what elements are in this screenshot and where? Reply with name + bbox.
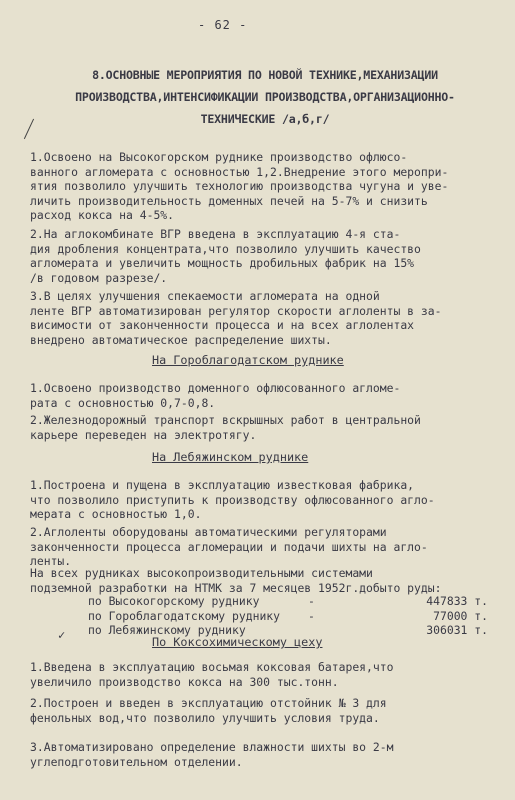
paragraph-10 <box>30 696 505 725</box>
text-line: 1.Освоено на Высокогорском руднике производство офлюсо- <box>30 150 408 164</box>
text-line: ленте ВГР автоматизирован регулятор скорости аглоленты в за- <box>30 303 442 318</box>
text-line: 2.Аглоленты оборудованы автоматическими регуляторами <box>30 525 387 539</box>
paragraph-3 <box>30 289 505 347</box>
margin-pencil-mark <box>24 119 43 144</box>
text-line: мерата с основностью 1,0. <box>30 507 202 521</box>
paragraph-8 <box>30 566 505 595</box>
dash: - <box>308 608 315 623</box>
text-line: 2.На аглокомбинате ВГР введена в эксплуатацию 4-я ста- <box>30 227 401 241</box>
paragraph-2 <box>30 227 505 285</box>
mine-name: по Высокогорскому руднику <box>88 594 260 608</box>
heading-line: ПРОИЗВОДСТВА,ИНТЕНСИФИКАЦИИ ПРОИЗВОДСТВА,ОРГАНИЗАЦИОННО- <box>75 90 455 104</box>
section-heading <box>30 64 500 130</box>
ore-value: 306031 т. <box>426 623 488 637</box>
text-line: 1.Введена в эксплуатацию восьмая коксовая батарея,что <box>30 660 394 674</box>
paragraph-5 <box>30 413 505 442</box>
text-line: увеличило производство кокса на 300 тыс.тонн. <box>30 674 339 689</box>
heading-line: ТЕХНИЧЕСКИЕ /а,б,г/ <box>200 112 330 126</box>
heading-line: 8.ОСНОВНЫЕ МЕРОПРИЯТИЯ ПО НОВОЙ ТЕХНИКЕ,МЕХАНИЗАЦИИ <box>92 68 438 82</box>
text-line: карьере переведен на электротягу. <box>30 427 257 442</box>
checkmark: ✓ <box>58 628 66 642</box>
text-line: ленты. <box>30 554 72 568</box>
text-line: ванного агломерата с основностью 1,2.Внедрение этого меропри- <box>30 164 449 179</box>
table-row <box>88 609 488 624</box>
text-line: фенольных вод,что позволило улучшить условия труда. <box>30 710 380 725</box>
text-line: дия дробления концентрата,что позволило улучшить качество <box>30 241 421 256</box>
text-line: ятия позволило улучшить технологию производства чугуна и уве- <box>30 179 449 193</box>
subheading-goroblagodatsky: На Гороблагодатском руднике <box>152 353 344 367</box>
paragraph-9 <box>30 660 505 689</box>
text-line: что позволило приступить к производству офлюсованного агло- <box>30 492 435 507</box>
ore-value: 77000 т. <box>433 608 488 623</box>
text-line: внедрено автоматическое распределение шихты. <box>30 332 332 347</box>
text-line: 3.Автоматизировано определение влажности шихты во 2-м <box>30 740 394 754</box>
paragraph-4 <box>30 381 505 410</box>
mine-name: по Лебяжинскому руднику <box>88 623 246 637</box>
text-line: 2.Построен и введен в эксплуатацию отстойник № 3 для <box>30 696 387 710</box>
text-line: На всех рудниках высокопроизводительными системами <box>30 566 373 580</box>
page-number: - 62 - <box>198 18 248 32</box>
text-line: /в годовом разрезе/. <box>30 270 168 285</box>
ore-output-table <box>88 594 488 638</box>
text-line: личить производительность доменных печей на 5-7% и снизить <box>30 193 428 208</box>
text-line: рата с основностью 0,7-0,8. <box>30 395 216 410</box>
mine-name: по Гороблагодатскому руднику <box>88 608 281 623</box>
paragraph-1 <box>30 150 505 223</box>
ore-value: 447833 т. <box>426 594 488 608</box>
text-line: 2.Железнодорожный транспорт вскрышных работ в центральной <box>30 413 421 427</box>
paragraph-6 <box>30 478 505 522</box>
table-row <box>88 594 488 609</box>
text-line: 1.Построена и пущена в эксплуатацию известковая фабрика, <box>30 478 415 492</box>
paragraph-7 <box>30 525 505 569</box>
text-line: агломерата и увеличить мощность дробильных фабрик на 15% <box>30 256 415 270</box>
text-line: углеподготовительном отделении. <box>30 754 243 769</box>
text-line: законченности процесса агломерации и подачи шихты на агло- <box>30 539 428 554</box>
subheading-lebyazhinsky: На Лебяжинском руднике <box>152 450 309 464</box>
text-line: 3.В целях улучшения спекаемости агломерата на одной <box>30 289 380 303</box>
paragraph-11 <box>30 740 505 769</box>
text-line: 1.Освоено производство доменного офлюсованного агломе- <box>30 381 401 395</box>
text-line: висимости от законченности процесса и на всех аглолентах <box>30 318 415 332</box>
subheading-coke-chemical: По Коксохимическому цеху <box>152 635 323 649</box>
text-line: расход кокса на 4-5%. <box>30 208 175 222</box>
text-line: подземной разработки на НТМК за 7 месяцев 1952г.добыто руды: <box>30 580 442 595</box>
dash: - <box>308 594 315 608</box>
